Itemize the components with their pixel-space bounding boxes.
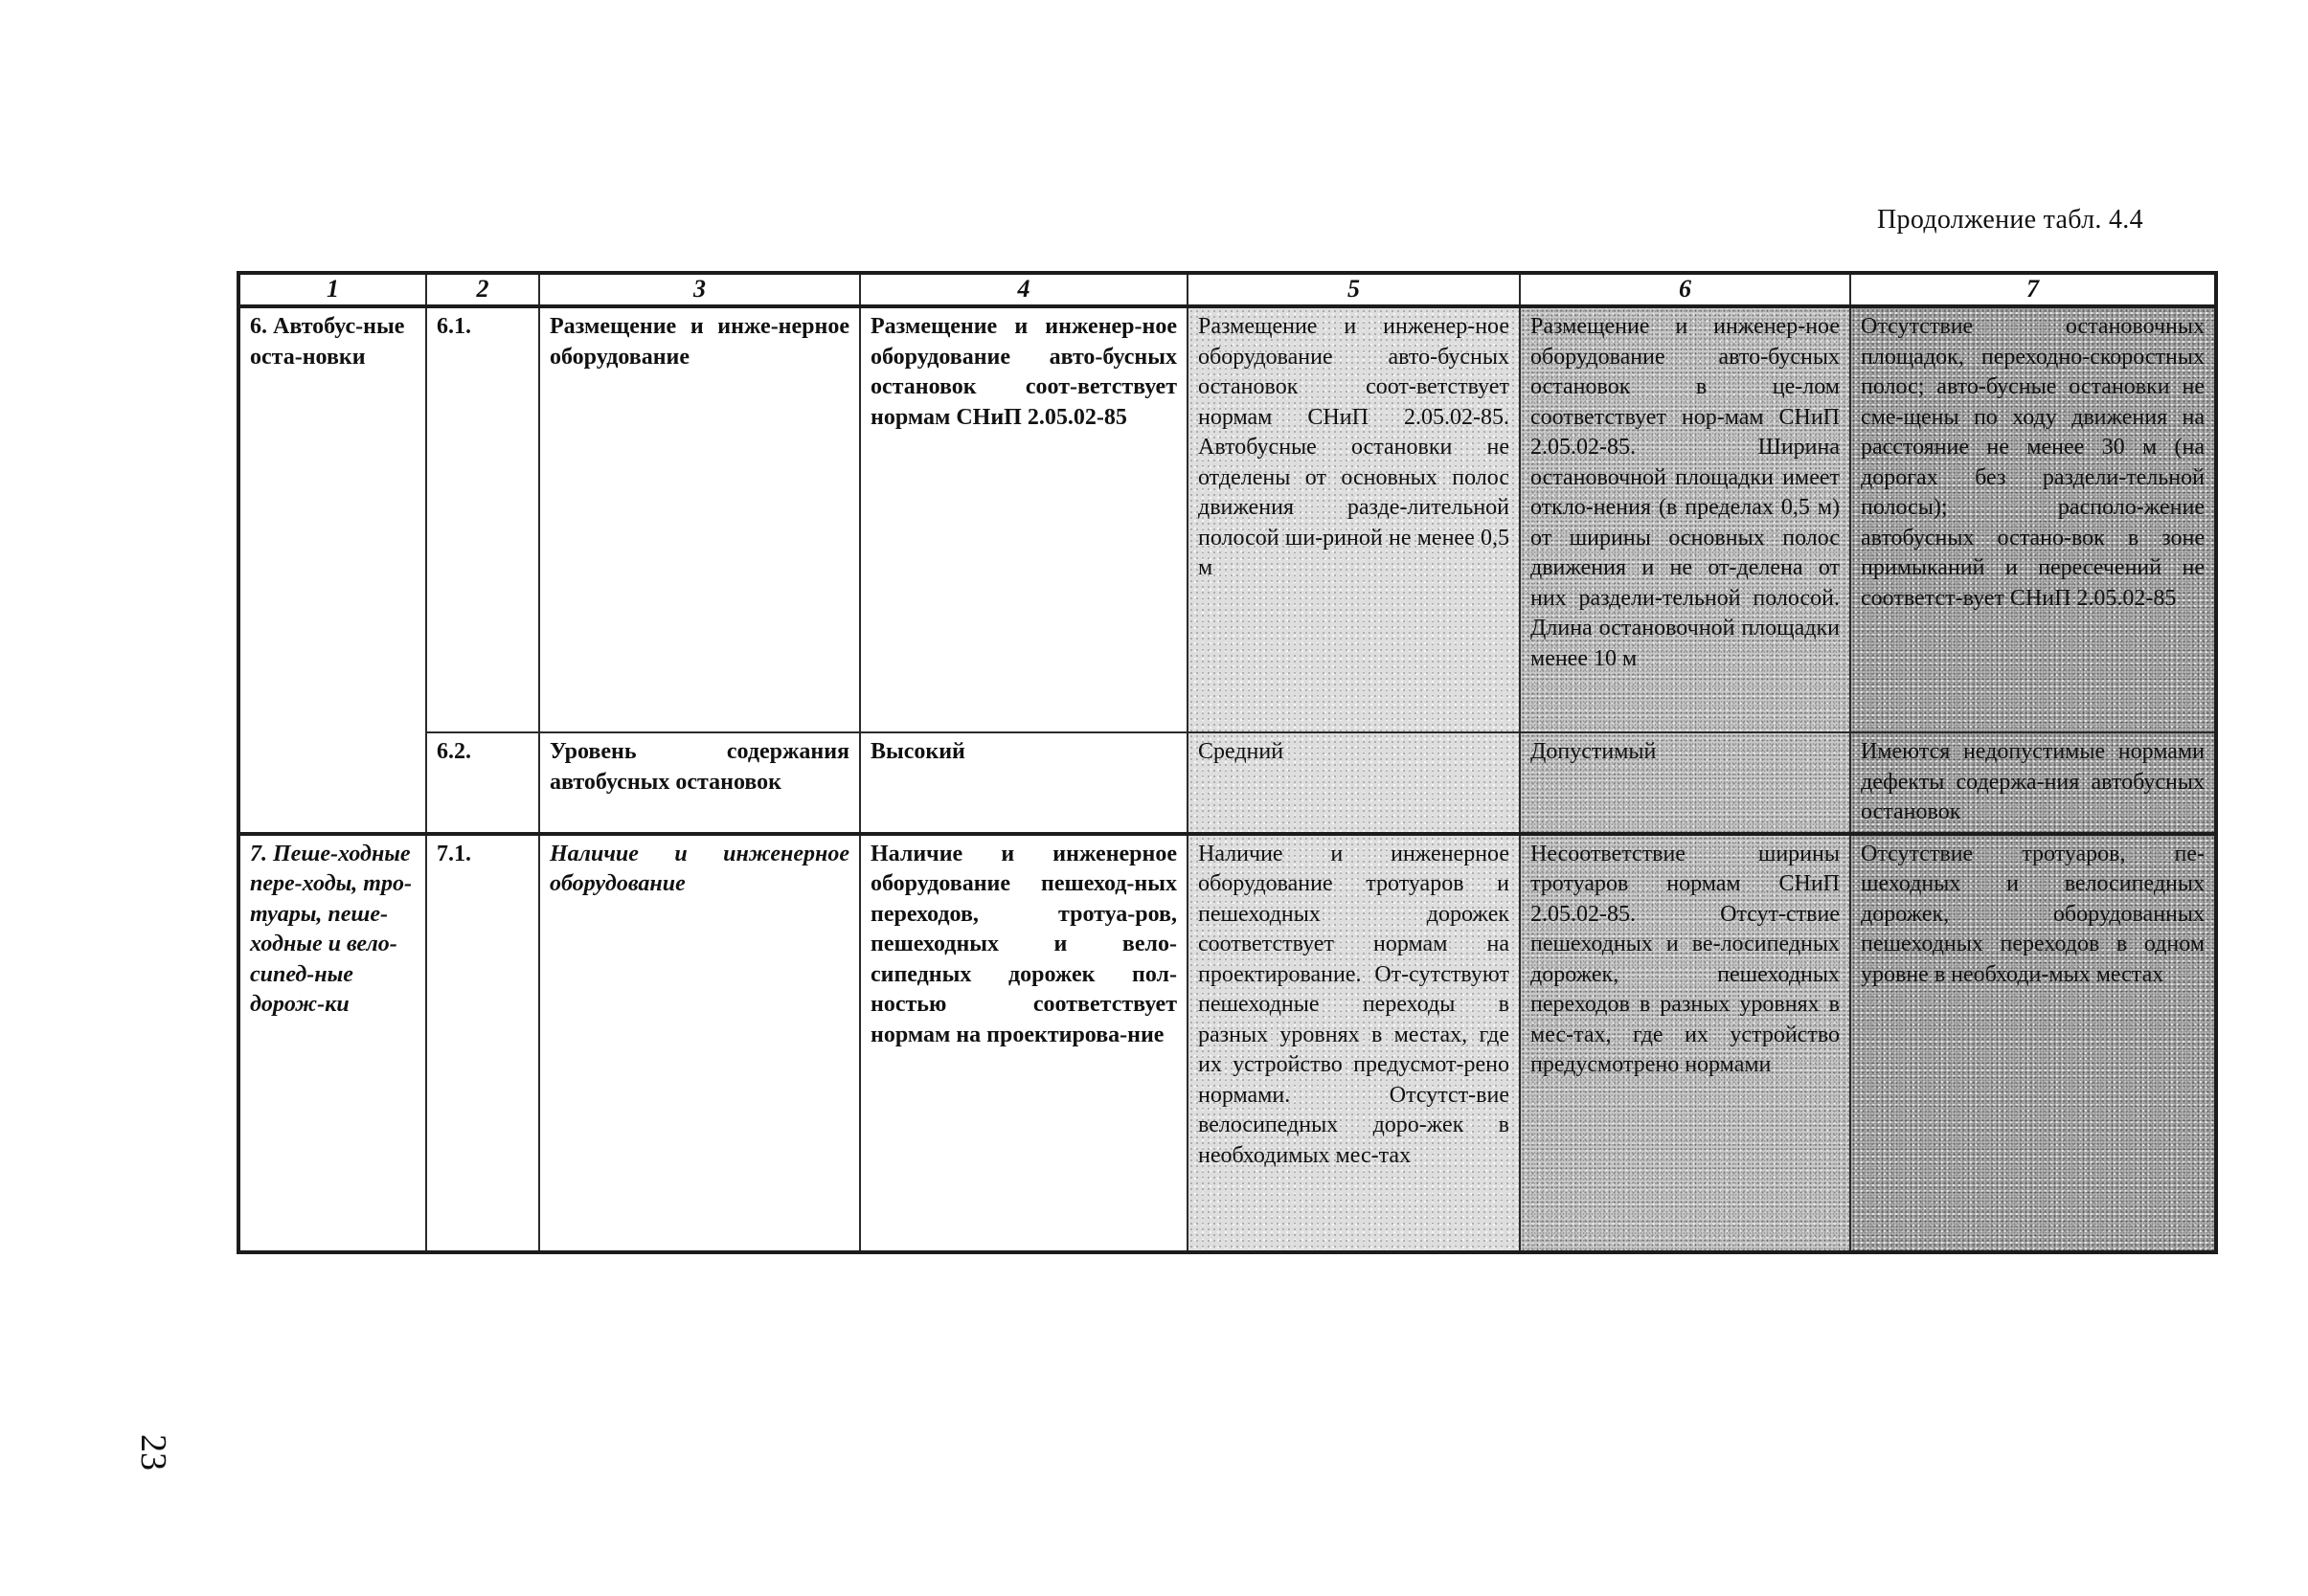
table-continuation-caption: Продолжение табл. 4.4 [1877,205,2143,235]
col-header-7: 7 [1850,273,2216,306]
cell-col6: Допустимый [1520,732,1850,834]
cell-col4: Высокий [860,732,1188,834]
row-number: 7.1. [426,834,539,1252]
cell-col4: Размещение и инженер-ное оборудование авто-бусных остановок соот-ветствует нормам СНиП 2.05.02-85 [860,306,1188,732]
row-parameter: Уровень содержания автобусных остановок [539,732,860,834]
row-parameter: Наличие и инженерное оборудование [539,834,860,1252]
header-row [238,273,2216,306]
col-header-5: 5 [1188,273,1520,306]
cell-col5: Средний [1188,732,1520,834]
cell-col4: Наличие и инженерное оборудование пешеход-ных переходов, тротуа-ров, пешеходных и вело-сипедных дорожек пол-ностью соответствует нормам на проектирова-ние [860,834,1188,1252]
table-row-7-1 [238,834,2216,1252]
cell-col7: Отсутствие остановочных площадок, переходно-скоростных полос; авто-бусные остановки не сме-щены по ходу движения на расстояние не менее 30 м (на дорогах без раздели-тельной полосы); располо-жение автобусных остано-вок в зоне примыканий и пересечений не соответст-вует СНиП 2.05.02-85 [1850,306,2216,732]
cell-col7: Отсутствие тротуаров, пе-шеходных и велосипедных дорожек, оборудованных пешеходных переходов в одном уровне в необходи-мых местах [1850,834,2216,1252]
section-title-7: 7. Пеше-ходные пере-ходы, тро-туары, пеше-ходные и вело-сипед-ные дорож-ки [238,834,426,1252]
cell-col6: Размещение и инженер-ное оборудование авто-бусных остановок в це-лом соответствует нор-мам СНиП 2.05.02-85. Ширина остановочной площадки имеет откло-нения (в пределах 0,5 м) от ширины основных полос движения и не от-делена от них раздели-тельной полосой. Длина остановочной площадки менее 10 м [1520,306,1850,732]
table-row-6-1 [238,306,2216,732]
cell-col6: Несоответствие ширины тротуаров нормам СНиП 2.05.02-85. Отсут-ствие пешеходных и ве-лосипедных дорожек, пешеходных переходов в разных уровнях в мес-тах, где их устройство предусмотрено нормами [1520,834,1850,1252]
col-header-2: 2 [426,273,539,306]
col-header-3: 3 [539,273,860,306]
section-title-6: 6. Автобус-ные оста-новки [238,306,426,834]
col-header-6: 6 [1520,273,1850,306]
row-number: 6.2. [426,732,539,834]
page-number: 23 [133,1434,173,1471]
row-number: 6.1. [426,306,539,732]
row-parameter: Размещение и инже-нерное оборудование [539,306,860,732]
cell-col7: Имеются недопустимые нормами дефекты содержа-ния автобусных остановок [1850,732,2216,834]
criteria-table [237,271,2218,1254]
cell-col5: Размещение и инженер-ное оборудование авто-бусных остановок соот-ветствует нормам СНиП 2.05.02-85. Автобусные остановки не отделены от основных полос движения разде-лительной полосой ши-риной не менее 0,5 м [1188,306,1520,732]
table-row-6-2 [238,732,2216,834]
col-header-4: 4 [860,273,1188,306]
col-header-1: 1 [238,273,426,306]
cell-col5: Наличие и инженерное оборудование тротуаров и пешеходных дорожек соответствует нормам на проектирование. От-сутствуют пешеходные переходы в разных уровнях в местах, где их устройство предусмот-рено нормами. Отсутст-вие велосипедных доро-жек в необходимых мес-тах [1188,834,1520,1252]
